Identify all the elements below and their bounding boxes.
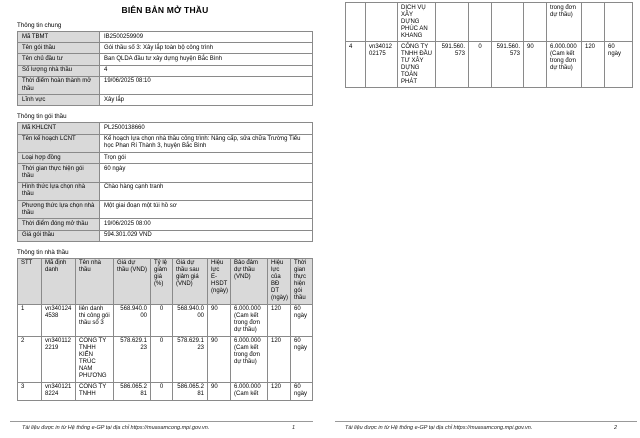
page-number: 2 [613, 425, 617, 431]
bidder-bond: 6.000.000 (Cam kết trong đơn dự thầu) [231, 304, 268, 336]
page-1-content [17, 5, 313, 401]
field-value: PL2500138660 [100, 123, 313, 134]
table-row [18, 164, 313, 182]
field-label: Mã KHLCNT [18, 123, 100, 134]
table-row [18, 134, 313, 152]
column-header: Hiệu lực E-HSDT (ngày) [208, 258, 231, 304]
field-label: Giá gói thầu [18, 230, 100, 241]
field-value: 60 ngày [100, 164, 313, 182]
bidder-validity: 90 [524, 42, 547, 88]
bidder-duration: 60 ngày [291, 336, 313, 382]
field-value: Ban QLDA đầu tư xây dựng huyện Bắc Bình [100, 54, 313, 65]
field-value: 594.301.029 VND [100, 230, 313, 241]
bidder-stt: 3 [18, 382, 42, 400]
table-row [18, 76, 313, 94]
table-row [18, 32, 313, 43]
column-header: Tên nhà thầu [76, 258, 114, 304]
bidder-bond-validity: 120 [268, 382, 291, 400]
table-row [18, 153, 313, 164]
bidder-price-after-discount: 578.629.123 [173, 336, 208, 382]
field-label: Thời điểm hoàn thành mở thầu [18, 76, 100, 94]
page-footer [10, 421, 313, 431]
bidder-row [346, 42, 633, 88]
footer-source-text: Tài liệu được in từ Hệ thống e-GP tại địa chỉ https://muasamcong.mpi.gov.vn. [345, 425, 533, 431]
bidder-stt: 2 [18, 336, 42, 382]
bidder-name: liên danh thi công gói thầu số 3 [76, 304, 114, 336]
bidder-duration [605, 3, 633, 42]
column-header: STT [18, 258, 42, 304]
bidders-table [17, 258, 313, 401]
bidder-validity: 90 [208, 336, 231, 382]
field-value: 4 [100, 65, 313, 76]
field-value: 19/06/2025 08:00 [100, 219, 313, 230]
document-page-2 [320, 0, 640, 438]
footer-source-text: Tài liệu được in từ Hệ thống e-GP tại địa chỉ https://muasamcong.mpi.gov.vn. [22, 425, 210, 431]
field-value: Gói thầu số 3: Xây lắp toàn bộ công trình [100, 43, 313, 54]
bidder-bond-validity: 120 [268, 304, 291, 336]
field-value: Chào hàng cạnh tranh [100, 182, 313, 200]
bidder-id: vn3401122219 [42, 336, 76, 382]
table-row [18, 219, 313, 230]
field-label: Tên gói thầu [18, 43, 100, 54]
bidder-stt [346, 3, 366, 42]
bidder-id [366, 3, 398, 42]
column-header: Bảo đảm dự thầu (VND) [231, 258, 268, 304]
bidders-header-row [18, 258, 313, 304]
bidder-name: CÔNG TY TNHH ĐẦU TƯ XÂY DỰNG TOÀN PHÁT [398, 42, 436, 88]
bidder-id: vn3401202175 [366, 42, 398, 88]
field-label: Tên chủ đầu tư [18, 54, 100, 65]
bidder-duration: 60 ngày [605, 42, 633, 88]
bidder-row [18, 336, 313, 382]
bidder-bond-validity: 120 [582, 42, 605, 88]
bidder-name: CÔNG TY TNHH [76, 382, 114, 400]
bidder-bond: trong đơn dự thầu) [547, 3, 582, 42]
bidder-price [436, 3, 469, 42]
column-header: Giá dự thầu sau giảm giá (VND) [173, 258, 208, 304]
page-number: 1 [291, 425, 295, 431]
bidder-row-continuation [346, 3, 633, 42]
bidder-validity [524, 3, 547, 42]
bidder-validity: 90 [208, 304, 231, 336]
column-header: Giá dự thầu (VND) [114, 258, 151, 304]
field-value: Một giai đoạn một túi hồ sơ [100, 201, 313, 219]
bidder-price-after-discount [492, 3, 524, 42]
column-header: Tỷ lệ giảm giá (%) [151, 258, 173, 304]
bidder-duration: 60 ngày [291, 304, 313, 336]
table-row [18, 65, 313, 76]
field-label: Thời gian thực hiện gói thầu [18, 164, 100, 182]
bidder-name: DỊCH VỤ XÂY DỰNG PHÚC AN KHANG [398, 3, 436, 42]
field-label: Tên kế hoạch LCNT [18, 134, 100, 152]
field-label: Hình thức lựa chọn nhà thầu [18, 182, 100, 200]
bidder-row [18, 304, 313, 336]
field-value: Trọn gói [100, 153, 313, 164]
section-label-general: Thông tin chung [17, 22, 62, 29]
field-label: Số lượng nhà thầu [18, 65, 100, 76]
bidder-stt: 1 [18, 304, 42, 336]
document-title: BIÊN BẢN MỞ THẦU [121, 5, 209, 15]
table-row [18, 230, 313, 241]
section-label-bidders: Thông tin nhà thầu [17, 248, 69, 256]
bidder-price: 586.065.281 [114, 382, 151, 400]
field-label: Loại hợp đồng [18, 153, 100, 164]
field-value: Kế hoạch lựa chọn nhà thầu công trình: Nâng cấp, sửa chữa Trường Tiểu học Phan Rí Thành 3, huyện Bắc Bình [100, 134, 313, 152]
bidder-name: CÔNG TY TNHH KIẾN TRÚC NAM PHƯƠNG [76, 336, 114, 382]
field-label: Phương thức lựa chọn nhà thầu [18, 201, 100, 219]
bidder-bond-validity: 120 [268, 336, 291, 382]
column-header: Mã định danh [42, 258, 76, 304]
bidder-price-after-discount: 586.065.281 [173, 382, 208, 400]
bidder-validity: 90 [208, 382, 231, 400]
field-value: 19/06/2025 08:10 [100, 76, 313, 94]
column-header: Hiệu lực của BĐ DT (ngày) [268, 258, 291, 304]
table-row [18, 182, 313, 200]
bidder-price: 568.940.000 [114, 304, 151, 336]
general-info-table [17, 31, 313, 106]
bidder-bond: 6.000.000 (Cam kết trong đơn dự thầu) [231, 336, 268, 382]
table-row [18, 201, 313, 219]
bidder-row [18, 382, 313, 400]
field-value: IB2500259909 [100, 32, 313, 43]
bidders-table-continued [345, 2, 633, 88]
page-2-content [345, 2, 633, 88]
bidder-discount: 0 [151, 336, 173, 382]
bidder-price-after-discount: 591.560.573 [492, 42, 524, 88]
package-info-table [17, 122, 313, 241]
table-row [18, 43, 313, 54]
bidder-price: 591.560.573 [436, 42, 469, 88]
bidder-discount: 0 [151, 304, 173, 336]
bidder-bond: 6.000.000 (Cam kết trong đơn dự thầu) [547, 42, 582, 88]
field-value: Xây lắp [100, 95, 313, 106]
bidder-stt: 4 [346, 42, 366, 88]
field-label: Lĩnh vực [18, 95, 100, 106]
table-row [18, 123, 313, 134]
bidder-bond-validity [582, 3, 605, 42]
bidder-discount: 0 [151, 382, 173, 400]
bidder-price-after-discount: 568.940.000 [173, 304, 208, 336]
bidder-id: vn3401244538 [42, 304, 76, 336]
field-label: Thời điểm đóng mở thầu [18, 219, 100, 230]
bidder-duration: 60 ngày [291, 382, 313, 400]
bidders-table-clip [17, 258, 313, 401]
bidder-price: 578.629.123 [114, 336, 151, 382]
table-row [18, 95, 313, 106]
field-label: Mã TBMT [18, 32, 100, 43]
bidder-discount: 0 [469, 42, 492, 88]
section-label-package: Thông tin gói thầu [17, 113, 67, 121]
column-header: Thời gian thực hiện gói thầu [291, 258, 313, 304]
bidder-id: vn3401218224 [42, 382, 76, 400]
bidder-bond: 6.000.000 (Cam kết [231, 382, 268, 400]
page-footer [335, 421, 637, 431]
table-row [18, 54, 313, 65]
bidder-discount [469, 3, 492, 42]
